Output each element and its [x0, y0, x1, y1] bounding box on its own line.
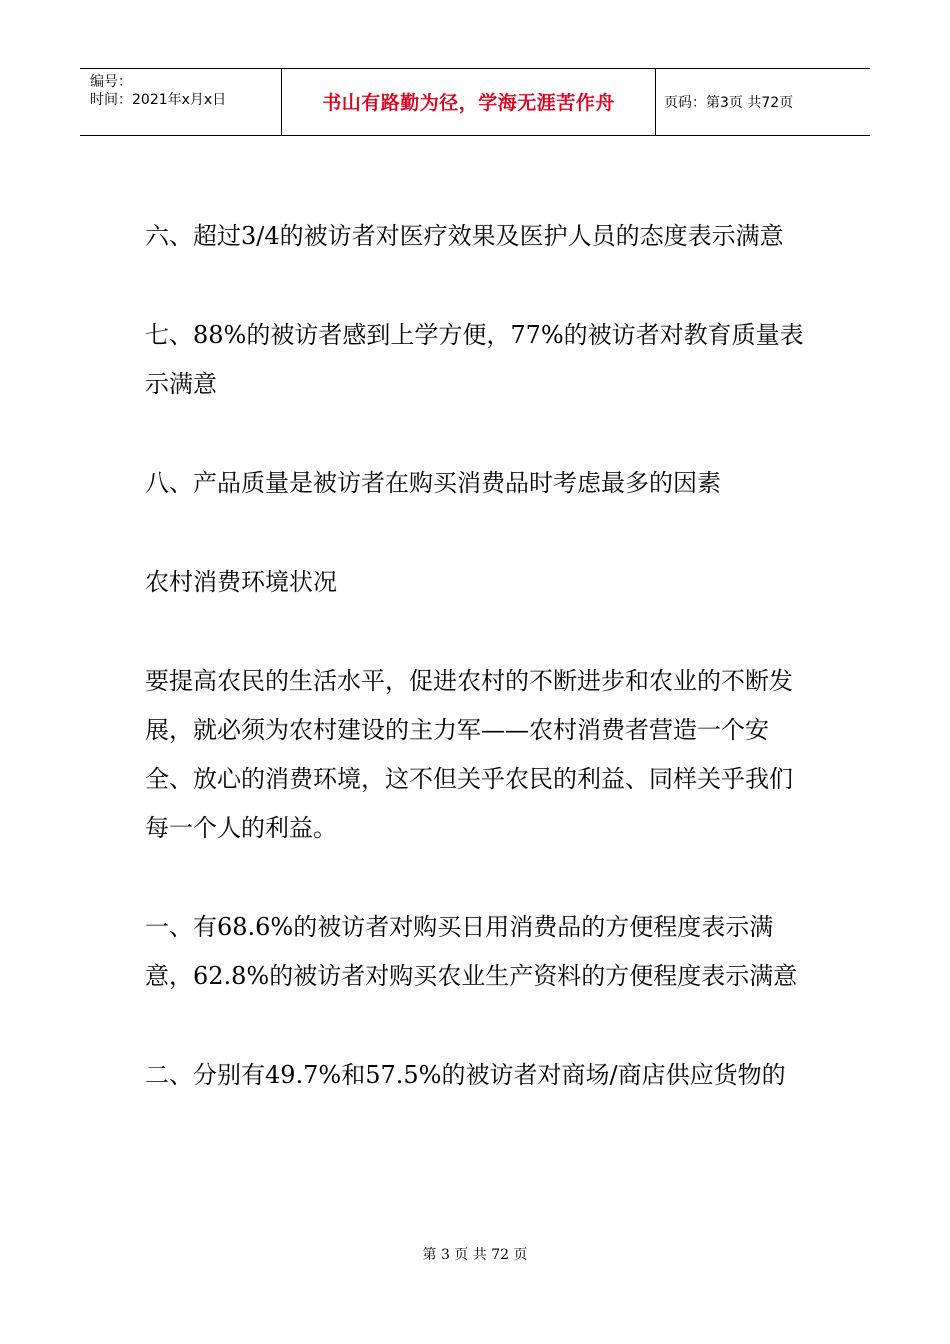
- document-time-label: 时间：2021年x月x日: [90, 92, 227, 108]
- header-motto: 书山有路勤为径，学海无涯苦作舟: [282, 69, 656, 135]
- document-body: [145, 212, 813, 1150]
- paragraph: 六、超过3/4的被访者对医疗效果及医护人员的态度表示满意: [145, 222, 784, 250]
- section-heading: 农村消费环境状况: [145, 568, 337, 596]
- document-number-label: 编号：: [90, 74, 132, 90]
- page-header: [80, 68, 870, 136]
- header-meta-cell: [80, 69, 282, 135]
- paragraph: 二、分别有49.7%和57.5%的被访者对商场/商店供应货物的: [145, 1061, 786, 1089]
- paragraph: 要提高农民的生活水平，促进农村的不断进步和农业的不断发展，就必须为农村建设的主力军——农村消费者营造一个安全、放心的消费环境，这不但关乎农民的利益、同样关乎我们每一个人的利益。: [145, 667, 793, 842]
- paragraph: 八、产品质量是被访者在购买消费品时考虑最多的因素: [145, 469, 721, 497]
- header-page-info: 页码：第3页 共72页: [664, 95, 794, 111]
- paragraph: 一、有68.6%的被访者对购买日用消费品的方便程度表示满意，62.8%的被访者对购买农业生产资料的方便程度表示满意: [145, 913, 798, 990]
- paragraph: 七、88%的被访者感到上学方便，77%的被访者对教育质量表示满意: [145, 321, 804, 398]
- page-footer: 第 3 页 共 72 页: [422, 1247, 528, 1263]
